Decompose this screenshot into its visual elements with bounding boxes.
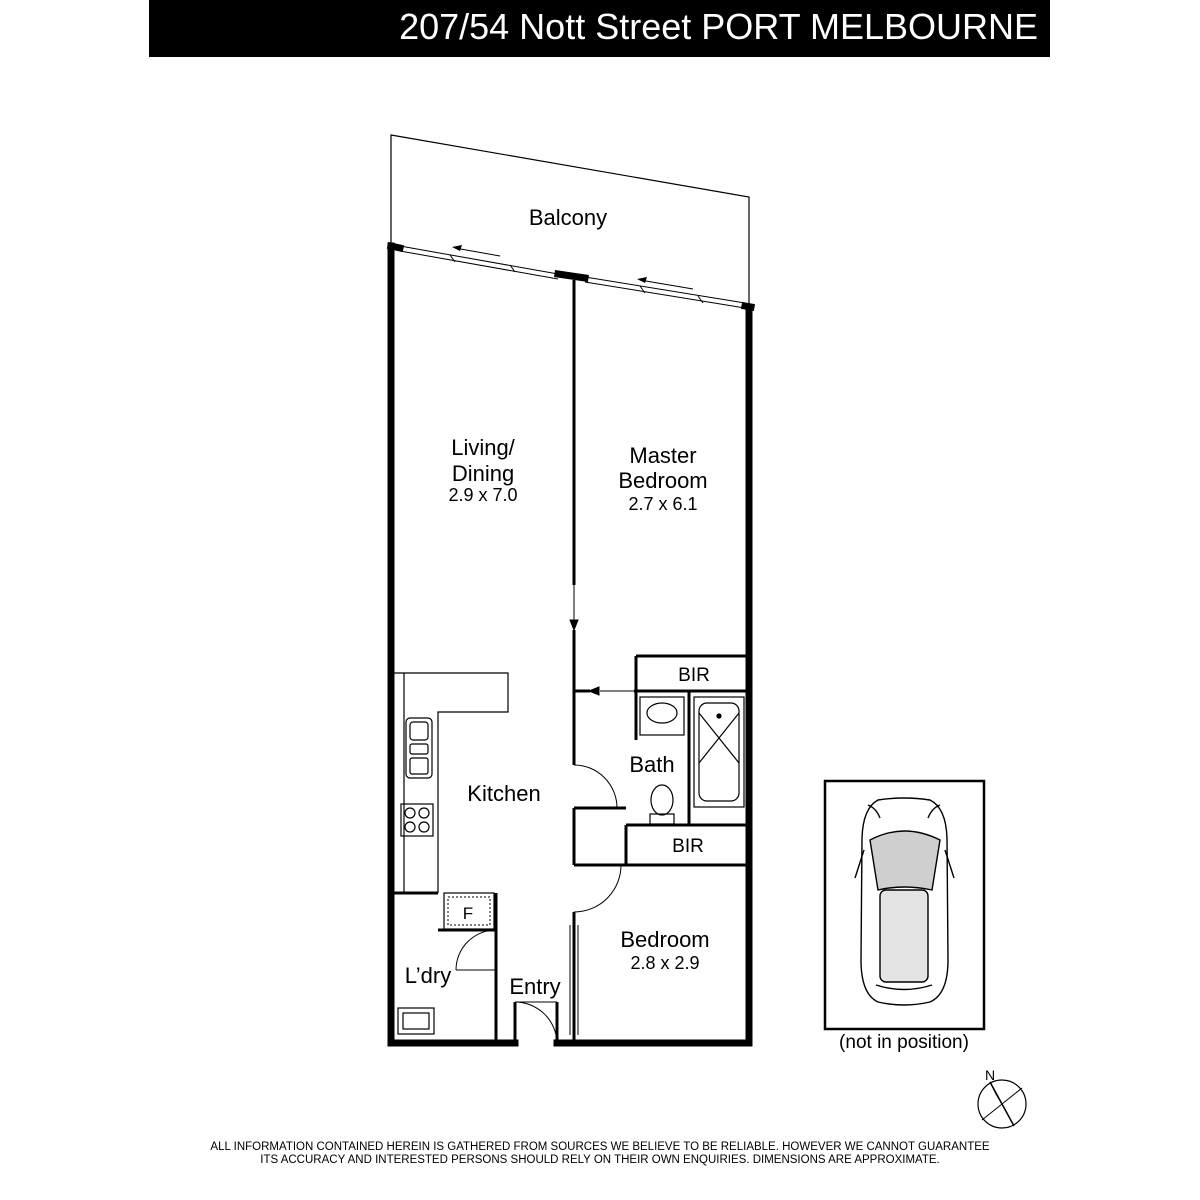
room-label-dining: Dining xyxy=(451,461,515,486)
car-icon xyxy=(855,798,954,1005)
basin-icon xyxy=(640,697,684,735)
car-park-note: (not in position) xyxy=(839,1032,969,1053)
compass-north-label: N xyxy=(984,1067,996,1083)
room-label-bir-bottom: BIR xyxy=(672,836,704,857)
sink-icon xyxy=(406,718,432,778)
exterior-walls xyxy=(391,246,751,1043)
fridge-label: F xyxy=(462,904,474,923)
room-dims-living: 2.9 x 7.0 xyxy=(448,485,518,505)
room-label-balcony: Balcony xyxy=(528,205,608,230)
disclaimer-line-2: ITS ACCURACY AND INTERESTED PERSONS SHOULD RELY ON THEIR OWN ENQUIRIES. DIMENSIONS ARE APPROXIMATE. xyxy=(260,1154,940,1166)
room-label-master: Master xyxy=(629,443,697,468)
property-address: 207/54 Nott Street PORT MELBOURNE xyxy=(399,6,1038,47)
room-label-master-bedroom: Bedroom xyxy=(618,468,708,493)
room-label-living: Living/ xyxy=(451,435,515,460)
toilet-icon xyxy=(650,785,674,824)
room-label-bedroom: Bedroom xyxy=(620,927,710,952)
washer-icon xyxy=(398,1008,434,1034)
room-label-bir-top: BIR xyxy=(678,665,710,686)
room-label-laundry: L’dry xyxy=(404,963,452,988)
room-dims-bedroom: 2.8 x 2.9 xyxy=(630,953,700,973)
room-label-bath: Bath xyxy=(629,752,675,777)
compass-icon xyxy=(978,1080,1026,1128)
room-dims-master: 2.7 x 6.1 xyxy=(628,494,698,514)
disclaimer xyxy=(160,1141,1040,1167)
internal-sliding-doors xyxy=(570,585,634,695)
disclaimer-line-1: ALL INFORMATION CONTAINED HEREIN IS GATHERED FROM SOURCES WE BELIEVE TO BE RELIABLE. HOWEVER WE CANNOT GUARANTEE xyxy=(210,1141,990,1153)
room-label-entry: Entry xyxy=(509,974,561,999)
bathtub-icon xyxy=(694,697,744,807)
cooktop-icon xyxy=(401,804,433,836)
room-label-kitchen: Kitchen xyxy=(467,781,541,806)
